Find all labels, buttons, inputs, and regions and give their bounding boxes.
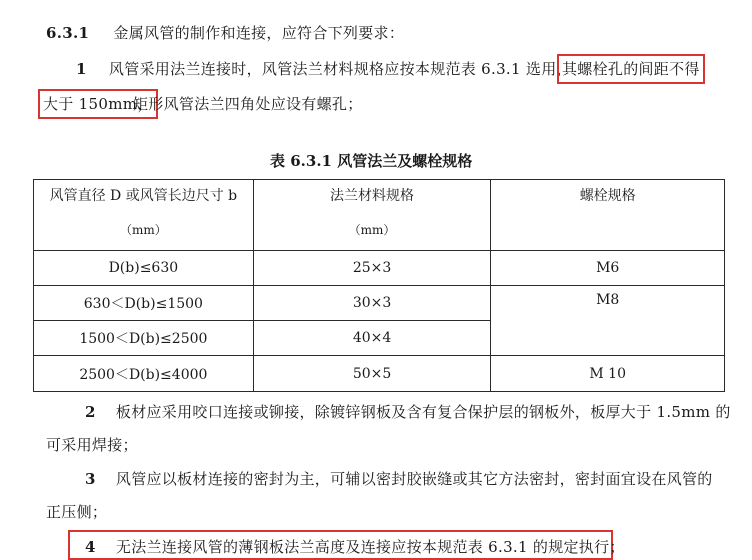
flange-cell: 40×4 (253, 321, 491, 356)
table-header-cell (34, 180, 254, 251)
item-1-line-1 (76, 58, 572, 80)
size-cell: D(b)≤630 (34, 251, 254, 286)
item-text: 板材应采用咬口连接或铆接，除镀锌钢板及含有复合保护层的钢板外，板厚大于 1.5mm 的 (115, 403, 731, 421)
size-cell: 630＜D(b)≤1500 (34, 286, 254, 321)
header-unit: （mm） (119, 223, 167, 237)
item-text: 风管应以板材连接的密封为主，可辅以密封胶嵌缝或其它方法密封，密封面宜设在风管的 (115, 470, 713, 488)
item-1-line-2 (133, 93, 363, 115)
table-header-row (34, 180, 725, 251)
table-row (34, 356, 725, 392)
item-number: 1 (76, 60, 87, 78)
item-4-line-1 (85, 536, 625, 558)
table-caption: 表 6.3.1 风管法兰及螺栓规格 (270, 152, 473, 170)
item-text: 矩形风管法兰四角处应设有螺孔； (133, 95, 363, 113)
section-number: 6.3.1 (46, 24, 90, 42)
table-row (34, 286, 725, 321)
item-text: 无法兰连接风管的薄钢板法兰高度及连接应按本规范表 6.3.1 的规定执行； (115, 538, 625, 556)
table-header-cell (491, 180, 725, 251)
item-number: 3 (85, 470, 96, 488)
bolt-cell: M6 (491, 251, 725, 286)
spec-table (33, 179, 725, 392)
size-cell: 1500＜D(b)≤2500 (34, 321, 254, 356)
bolt-cell: M8 (491, 286, 725, 356)
table-header-cell (253, 180, 491, 251)
item-3-line-1 (85, 468, 713, 490)
section-heading (46, 22, 404, 44)
header-label: 风管直径 D 或风管长边尺寸 b (49, 188, 238, 204)
item-text: 可采用焊接； (46, 436, 138, 454)
item-number: 4 (85, 538, 96, 556)
item-3-line-2 (46, 501, 107, 523)
item-2-line-1 (85, 401, 731, 423)
flange-cell: 50×5 (253, 356, 491, 392)
item-number: 2 (85, 403, 96, 421)
bolt-cell: M 10 (491, 356, 725, 392)
highlight-box-bolt-spacing (557, 54, 705, 84)
highlighted-text: 其螺栓孔的间距不得 (562, 60, 700, 78)
item-text: 正压侧； (46, 503, 108, 521)
header-unit: （mm） (348, 223, 396, 237)
section-title: 金属风管的制作和连接，应符合下列要求： (113, 24, 405, 42)
header-label: 法兰材料规格 (330, 188, 415, 204)
table-row (34, 251, 725, 286)
header-label: 螺栓规格 (579, 188, 636, 204)
flange-cell: 30×3 (253, 286, 491, 321)
item-2-line-2 (46, 434, 138, 456)
size-cell: 2500＜D(b)≤4000 (34, 356, 254, 392)
item-text: 风管采用法兰连接时，风管法兰材料规格应按本规范表 6.3.1 选用， (108, 60, 572, 78)
flange-cell: 25×3 (253, 251, 491, 286)
highlighted-text: 大于 150mm， (43, 95, 153, 113)
